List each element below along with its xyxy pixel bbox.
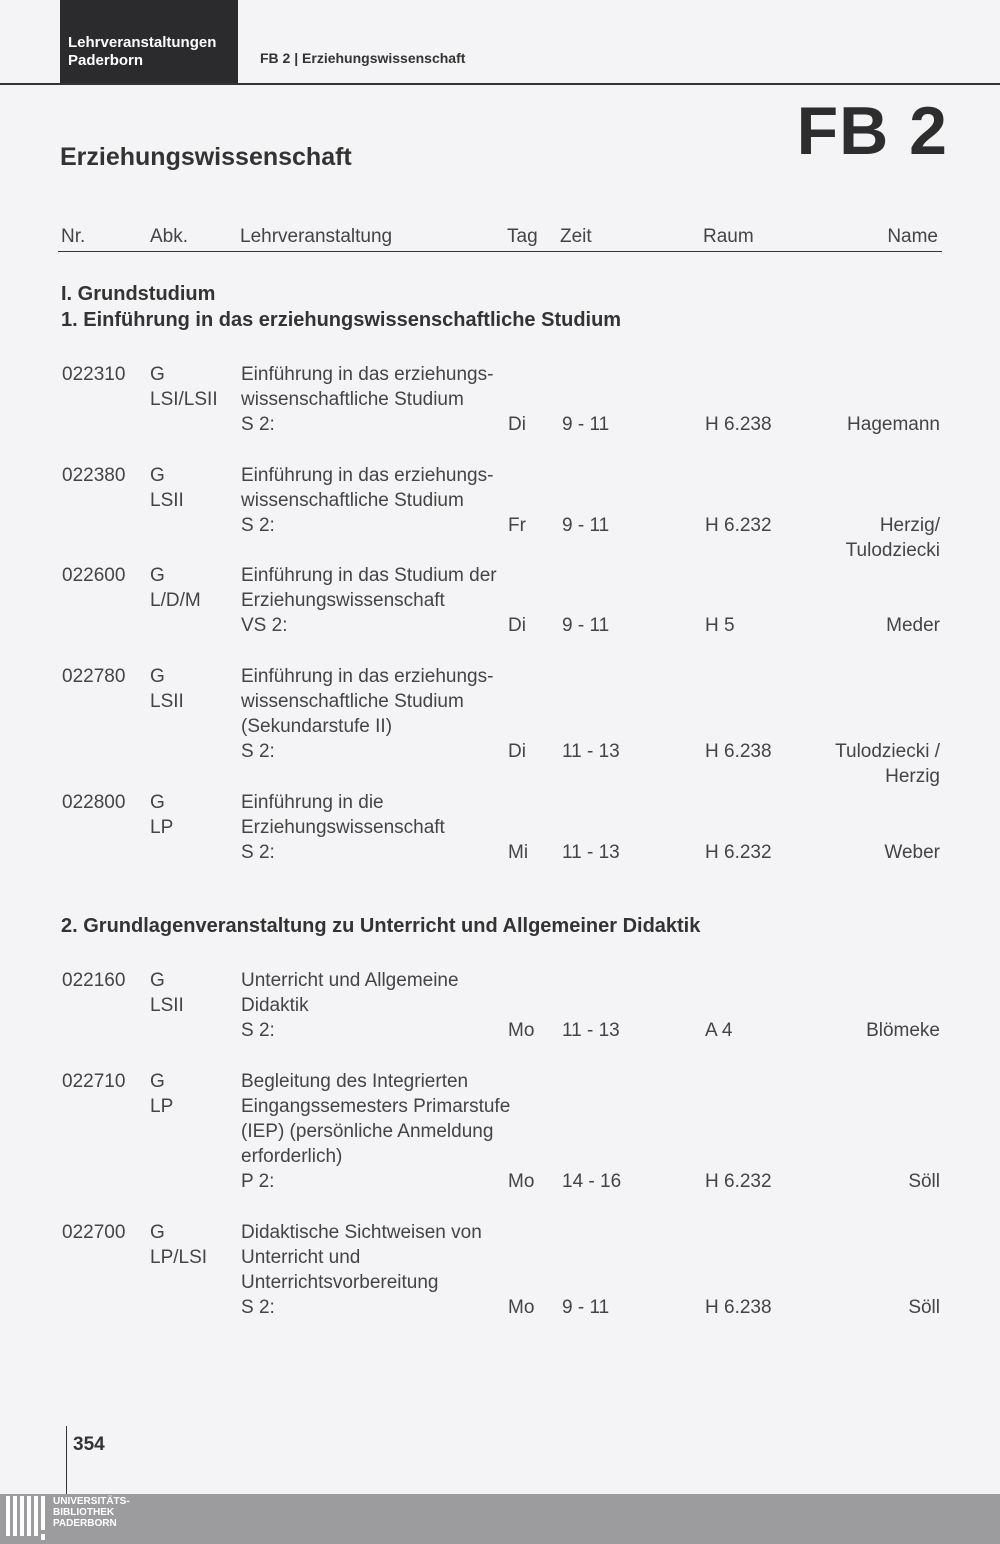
course-number: 022710 [62,1071,126,1092]
part-heading: I. Grundstudium [61,283,216,305]
course-abbreviation: G [150,1071,165,1092]
course-title-line: Erziehungswissenschaft [241,817,445,838]
library-logo-icon [6,1496,50,1542]
col-abk: Abk. [150,226,189,247]
col-lehrveranstaltung: Lehrveranstaltung [240,226,393,247]
course-day: Di [508,741,526,762]
course-title-line: Begleitung des Integrierten [241,1071,469,1092]
course-time: 11 - 13 [562,842,620,863]
course-day: Fr [508,515,526,536]
course-type: S 2: [241,741,275,762]
page-title: Erziehungswissenschaft [60,143,352,171]
section1-heading: 1. Einführung in das erziehungswissenschaftliche Studium [61,309,622,331]
course-type: VS 2: [241,615,288,636]
library-line3: PADERBORN [53,1518,117,1529]
course-time: 14 - 16 [562,1171,622,1192]
course-lecturer: Weber [884,842,940,863]
course-room: H 5 [705,615,735,636]
section2-heading: 2. Grundlagenveranstaltung zu Unterricht und Allgemeiner Didaktik [61,915,701,937]
course-time: 9 - 11 [562,414,610,435]
course-abbreviation: G [150,666,165,687]
course-abbreviation: G [150,1222,165,1243]
page-number: 354 [73,1434,105,1455]
course-day: Di [508,615,526,636]
header-box-line2: Paderborn [68,52,144,69]
header-box-line1: Lehrveranstaltungen [68,34,217,51]
course-lecturer: Herzig/ [879,515,940,536]
course-day: Mo [508,1297,535,1318]
course-title-line: (Sekundarstufe II) [241,716,393,737]
course-time: 9 - 11 [562,615,610,636]
course-room: H 6.232 [705,1171,772,1192]
course-abbreviation: G [150,792,165,813]
library-line1: UNIVERSITÄTS- [53,1496,130,1507]
course-type: S 2: [241,414,275,435]
course-day: Di [508,414,526,435]
course-title-line: Einführung in das erziehungs- [241,364,494,385]
course-abbreviation: LSII [150,490,184,511]
course-title-line: Unterricht und [241,1247,361,1268]
course-title-line: (IEP) (persönliche Anmeldung [241,1121,494,1142]
course-abbreviation: LP [150,817,174,838]
course-room: H 6.232 [705,515,772,536]
course-number: 022310 [62,364,126,385]
col-raum: Raum [703,226,754,247]
course-lecturer: Tulodziecki / [835,741,940,762]
course-type: S 2: [241,1297,275,1318]
col-nr: Nr. [61,226,86,247]
course-title-line: wissenschaftliche Studium [241,490,464,511]
course-abbreviation: LSI/LSII [150,389,218,410]
course-abbreviation: LSII [150,995,184,1016]
course-room: H 6.238 [705,414,772,435]
course-abbreviation: LP/LSI [150,1247,208,1268]
course-title-line: Didaktik [241,995,309,1016]
course-lecturer: Tulodziecki [845,540,940,561]
course-day: Mo [508,1020,535,1041]
col-tag: Tag [507,226,538,247]
course-number: 022800 [62,792,126,813]
course-abbreviation: G [150,565,165,586]
course-day: Mo [508,1171,535,1192]
course-number: 022600 [62,565,126,586]
course-title-line: Unterrichtsvorbereitung [241,1272,439,1293]
course-type: P 2: [241,1171,275,1192]
course-type: S 2: [241,842,275,863]
course-time: 11 - 13 [562,1020,620,1041]
course-type: S 2: [241,1020,275,1041]
course-lecturer: Söll [908,1171,940,1192]
course-time: 11 - 13 [562,741,620,762]
course-title-line: Eingangssemesters Primarstufe [241,1096,511,1117]
course-number: 022160 [62,970,126,991]
column-rule [58,251,942,252]
course-lecturer: Söll [908,1297,940,1318]
course-abbreviation: G [150,970,165,991]
library-footer [0,1494,1000,1544]
course-abbreviation: LSII [150,691,184,712]
course-abbreviation: L/D/M [150,590,201,611]
library-name [53,1496,130,1529]
course-lecturer: Hagemann [847,414,940,435]
page-number-rule [66,1426,67,1494]
course-title-line: Didaktische Sichtweisen von [241,1222,482,1243]
course-room: H 6.238 [705,741,772,762]
course-title-line: Einführung in das Studium der [241,565,497,586]
course-number: 022700 [62,1222,126,1243]
course-title-line: Einführung in das erziehungs- [241,666,494,687]
course-time: 9 - 11 [562,1297,610,1318]
course-title-line: wissenschaftliche Studium [241,389,464,410]
course-time: 9 - 11 [562,515,610,536]
course-lecturer: Meder [886,615,940,636]
course-title-line: Einführung in die [241,792,384,813]
course-abbreviation: G [150,364,165,385]
course-lecturer: Blömeke [866,1020,940,1041]
breadcrumb: FB 2 | Erziehungswissenschaft [260,50,466,66]
course-number: 022780 [62,666,126,687]
course-title-line: Einführung in das erziehungs- [241,465,494,486]
course-type: S 2: [241,515,275,536]
header-rule [0,83,1000,85]
header-box [60,0,238,84]
library-line2: BIBLIOTHEK [53,1507,115,1518]
course-title-line: Erziehungswissenschaft [241,590,445,611]
course-abbreviation: LP [150,1096,174,1117]
course-abbreviation: G [150,465,165,486]
course-number: 022380 [62,465,126,486]
course-room: H 6.238 [705,1297,772,1318]
course-title-line: erforderlich) [241,1146,343,1167]
course-title-line: Unterricht und Allgemeine [241,970,459,991]
course-title-line: wissenschaftliche Studium [241,691,464,712]
course-room: H 6.232 [705,842,772,863]
course-room: A 4 [705,1020,733,1041]
col-zeit: Zeit [560,226,592,247]
course-day: Mi [508,842,529,863]
col-name: Name [887,226,938,247]
fb-badge: FB 2 [796,93,948,169]
course-lecturer: Herzig [885,766,940,787]
